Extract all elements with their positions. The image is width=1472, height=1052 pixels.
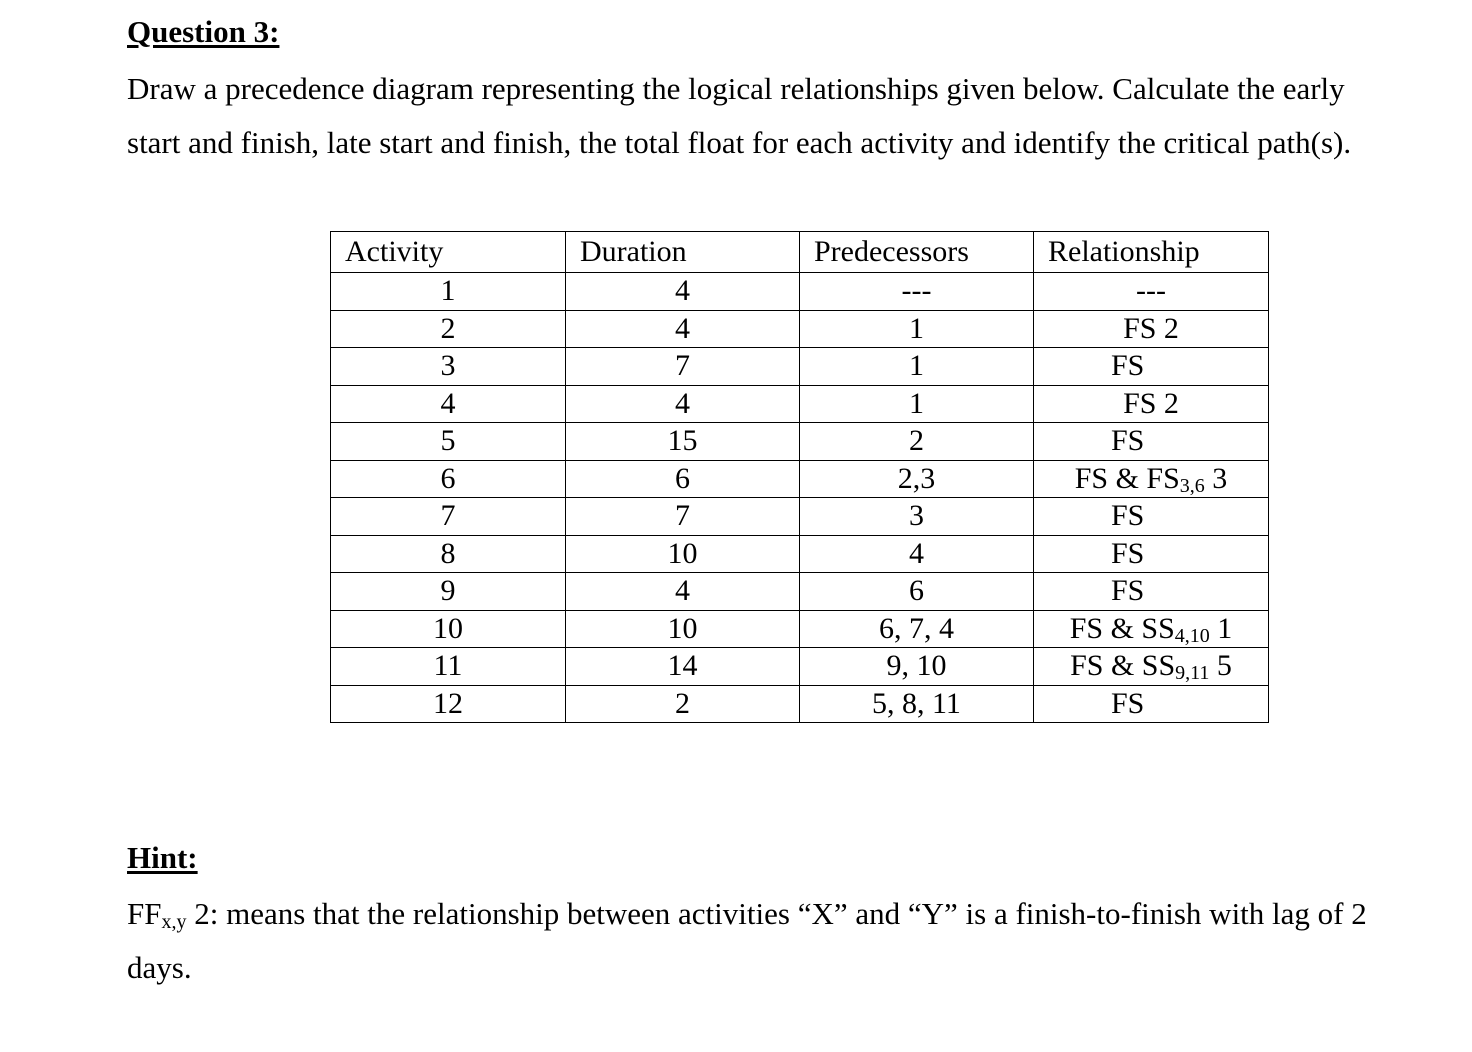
cell-duration: 6	[566, 460, 800, 498]
hint-text	[127, 887, 1387, 995]
cell-relationship	[1034, 573, 1269, 611]
cell-activity: 4	[331, 385, 566, 423]
table-row	[331, 573, 1269, 611]
hint-subscript: x,y	[161, 911, 187, 933]
table-row	[331, 498, 1269, 536]
relationship-subscript: 3,6	[1179, 474, 1205, 497]
table-row	[331, 460, 1269, 498]
cell-duration: 10	[566, 610, 800, 648]
relationship-type: FS & SS	[1069, 611, 1175, 645]
cell-predecessors: 2	[800, 423, 1034, 461]
cell-activity: 10	[331, 610, 566, 648]
cell-relationship	[1034, 648, 1269, 686]
header-duration: Duration	[566, 232, 800, 273]
relationship-lag: 1	[1209, 611, 1233, 645]
relationship-type: FS 2	[1123, 386, 1179, 420]
table-row	[331, 423, 1269, 461]
cell-duration: 7	[566, 498, 800, 536]
cell-duration: 4	[566, 573, 800, 611]
cell-relationship	[1034, 385, 1269, 423]
table-row	[331, 685, 1269, 723]
cell-duration: 4	[566, 310, 800, 348]
cell-relationship	[1034, 310, 1269, 348]
header-activity: Activity	[331, 232, 566, 273]
table-body	[331, 273, 1269, 723]
cell-activity: 6	[331, 460, 566, 498]
relationship-type: ---	[1136, 274, 1166, 308]
cell-predecessors: 3	[800, 498, 1034, 536]
relationship-type: FS	[1111, 686, 1145, 720]
cell-duration: 14	[566, 648, 800, 686]
table-row	[331, 348, 1269, 386]
relationship-type: FS	[1111, 536, 1145, 570]
relationship-type: FS & SS	[1070, 649, 1176, 683]
cell-relationship	[1034, 460, 1269, 498]
header-predecessors: Predecessors	[800, 232, 1034, 273]
cell-relationship	[1034, 423, 1269, 461]
relationship-subscript: 4,10	[1174, 624, 1210, 647]
relationship-type: FS & FS	[1074, 461, 1180, 495]
cell-relationship	[1034, 273, 1269, 311]
cell-predecessors: 9, 10	[800, 648, 1034, 686]
cell-predecessors: 6	[800, 573, 1034, 611]
table-row	[331, 610, 1269, 648]
cell-duration: 4	[566, 273, 800, 311]
cell-duration: 10	[566, 535, 800, 573]
relationship-type: FS	[1111, 499, 1145, 533]
cell-relationship	[1034, 348, 1269, 386]
relationship-type: FS	[1111, 349, 1145, 383]
cell-predecessors: 2,3	[800, 460, 1034, 498]
cell-duration: 4	[566, 385, 800, 423]
cell-activity: 2	[331, 310, 566, 348]
cell-relationship	[1034, 535, 1269, 573]
table-row	[331, 648, 1269, 686]
question-heading: Question 3:	[127, 14, 280, 49]
cell-activity: 11	[331, 648, 566, 686]
cell-predecessors: 1	[800, 385, 1034, 423]
cell-relationship	[1034, 610, 1269, 648]
cell-predecessors: 1	[800, 310, 1034, 348]
table-row	[331, 273, 1269, 311]
cell-activity: 12	[331, 685, 566, 723]
cell-relationship	[1034, 498, 1269, 536]
cell-duration: 15	[566, 423, 800, 461]
table-header-row	[331, 232, 1269, 273]
cell-predecessors: 5, 8, 11	[800, 685, 1034, 723]
cell-predecessors: 4	[800, 535, 1034, 573]
cell-activity: 5	[331, 423, 566, 461]
table-row	[331, 310, 1269, 348]
cell-activity: 1	[331, 273, 566, 311]
hint-title: Hint:	[127, 840, 198, 875]
relationship-type: FS	[1111, 424, 1145, 458]
cell-predecessors: 1	[800, 348, 1034, 386]
cell-relationship	[1034, 685, 1269, 723]
cell-activity: 9	[331, 573, 566, 611]
relationship-type: FS 2	[1123, 311, 1179, 345]
cell-predecessors: ---	[800, 273, 1034, 311]
hint-body: 2: means that the relationship between activities “X” and “Y” is a finish-to-finish with lag of 2 days.	[127, 896, 1367, 985]
relationship-lag: 3	[1204, 461, 1228, 495]
table-row	[331, 535, 1269, 573]
cell-duration: 2	[566, 685, 800, 723]
cell-activity: 7	[331, 498, 566, 536]
activity-table	[330, 231, 1269, 723]
question-instructions: Draw a precedence diagram representing the logical relationships given below. Calculate the early start and finish, late start and finish, the total float for each activity and identify the critical path(s).	[127, 71, 1352, 160]
cell-duration: 7	[566, 348, 800, 386]
relationship-subscript: 9,11	[1175, 662, 1210, 685]
table-row	[331, 385, 1269, 423]
relationship-type: FS	[1111, 574, 1145, 608]
relationship-lag: 5	[1209, 649, 1232, 683]
header-relationship: Relationship	[1034, 232, 1269, 273]
cell-predecessors: 6, 7, 4	[800, 610, 1034, 648]
cell-activity: 8	[331, 535, 566, 573]
hint-prefix: FF	[127, 896, 162, 931]
cell-activity: 3	[331, 348, 566, 386]
